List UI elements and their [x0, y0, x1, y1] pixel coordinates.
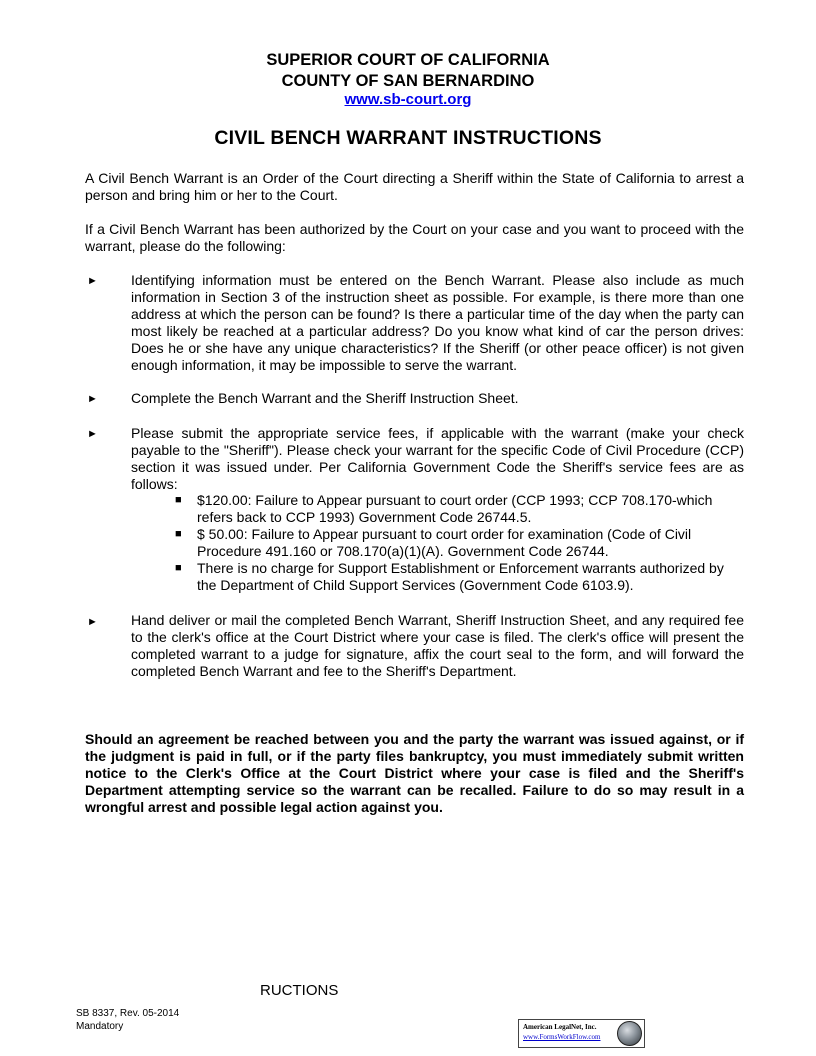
court-name: SUPERIOR COURT OF CALIFORNIA — [266, 51, 550, 69]
intro-paragraph: A Civil Bench Warrant is an Order of the Court directing a Sheriff within the State of California to arrest a person and bring him or her to the Court. — [85, 170, 744, 203]
fee-item: $ 50.00: Failure to Appear pursuant to court order for examination (Code of Civil Procedure 491.160 or 708.170(a)(1)(A). Government Code 26744. — [197, 526, 692, 559]
arrow-bullet-icon: ► — [87, 275, 98, 287]
vendor-website[interactable]: www.FormsWorkFlow.com — [523, 1033, 601, 1041]
step-identifying-info: Identifying information must be entered on the Bench Warrant. Please also include as much information in Section 3 of the instruction sheet as possible. For example, is there more than one address at which the person can be found? Is there a particular time of the day when the party can most likely be reached at a particular address? Do you know what kind of car the person drives: Does he or she have any unique characteristics? If the Sheriff (or other peace officer) is not given enough information, it may be impossible to serve the warrant. — [131, 272, 744, 373]
text-fragment: RUCTIONS — [260, 982, 339, 999]
form-number: SB 8337, Rev. 05-2014 — [76, 1008, 180, 1019]
recall-notice: Should an agreement be reached between you and the party the warrant was issued against, or if the judgment is paid in full, or if the party files bankruptcy, you must immediately submit written notice to the Clerk's Office at the Court District where your case is filed and the Sheriff's Department attempting service so the warrant can be recalled. Failure to do so may result in a wrongful arrest and possible legal action against you. — [85, 731, 744, 815]
court-website-link[interactable]: www.sb-court.org — [344, 91, 472, 108]
globe-icon — [617, 1021, 642, 1046]
square-bullet-icon: ■ — [175, 494, 182, 506]
county-name: COUNTY OF SAN BERNARDINO — [281, 72, 535, 90]
court-website — [0, 91, 816, 108]
vendor-name: American LegalNet, Inc. — [523, 1023, 597, 1031]
page-title: CIVIL BENCH WARRANT INSTRUCTIONS — [214, 127, 602, 149]
instructions-intro: If a Civil Bench Warrant has been authorized by the Court on your case and you want to proceed with the warrant, please do the following: — [85, 221, 744, 254]
arrow-bullet-icon: ► — [87, 616, 98, 628]
vendor-logo[interactable] — [518, 1019, 645, 1048]
square-bullet-icon: ■ — [175, 562, 182, 574]
step-service-fees: Please submit the appropriate service fees, if applicable with the warrant (make your check payable to the "Sheriff"). Please check your warrant for the specific Code of Civil Procedure (CCP) section it was issued under. Per California Government Code the Sheriff's service fees are as follows: — [131, 425, 744, 492]
step-deliver-forms: Hand deliver or mail the completed Bench Warrant, Sheriff Instruction Sheet, and any required fee to the clerk's office at the Court District where your case is filed. The clerk's office will present the completed warrant to a judge for signature, affix the court seal to the form, and will forward the completed Bench Warrant and fee to the Sheriff's Department. — [131, 612, 744, 679]
fee-item: There is no charge for Support Establishment or Enforcement warrants authorized by the Department of Child Support Services (Government Code 6103.9). — [197, 560, 724, 593]
arrow-bullet-icon: ► — [87, 428, 98, 440]
arrow-bullet-icon: ► — [87, 393, 98, 405]
fee-item: $120.00: Failure to Appear pursuant to court order (CCP 1993; CCP 708.170-which refers back to CCP 1993) Government Code 26744.5. — [197, 492, 713, 525]
form-status: Mandatory — [76, 1021, 124, 1032]
step-complete-forms: Complete the Bench Warrant and the Sheriff Instruction Sheet. — [131, 390, 519, 406]
square-bullet-icon: ■ — [175, 528, 182, 540]
